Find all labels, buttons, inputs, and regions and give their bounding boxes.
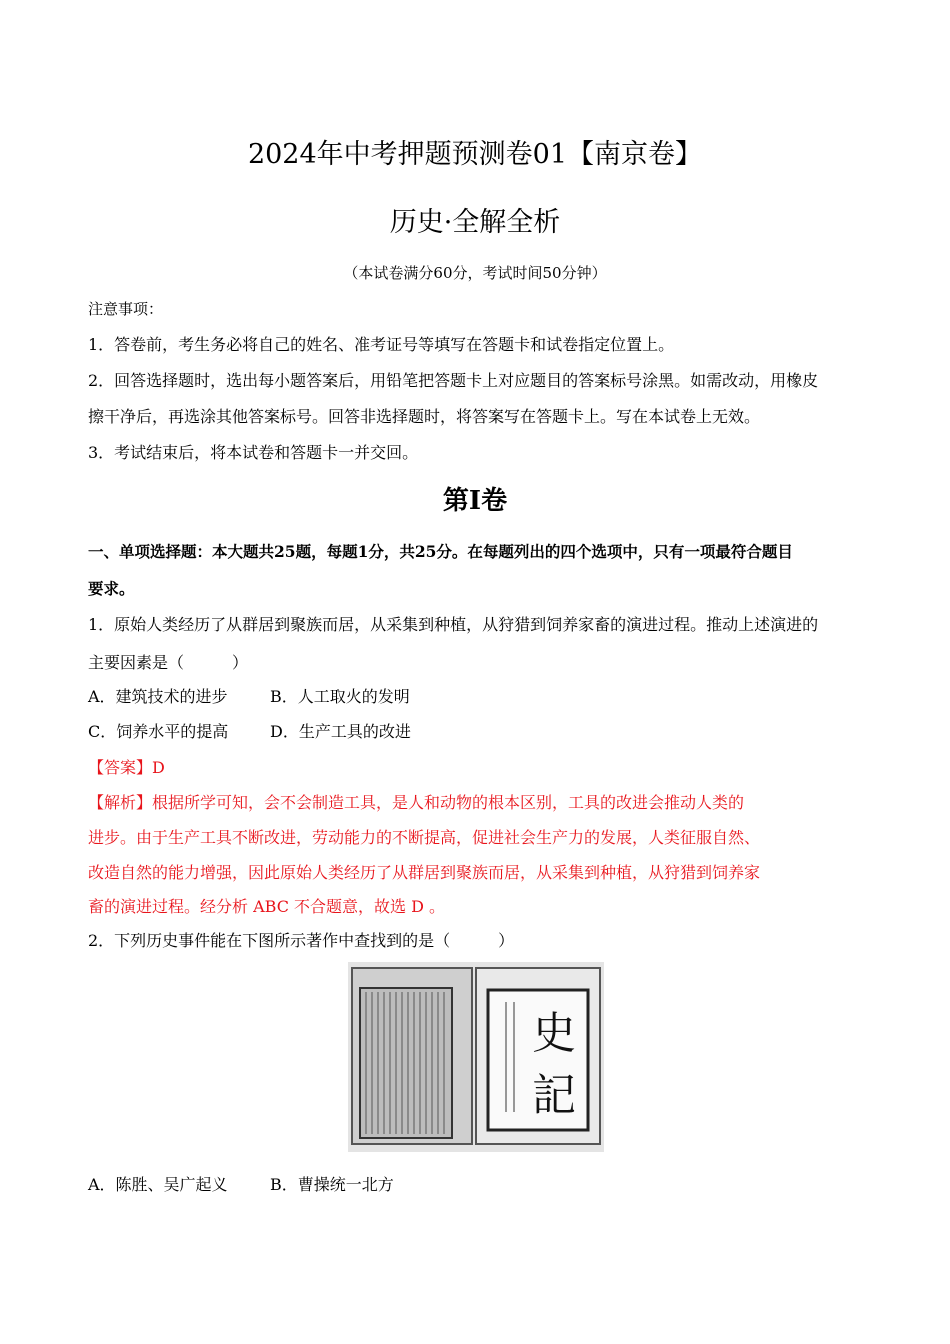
figure-char-1: 史 <box>532 1008 576 1059</box>
notice-item: 1．答卷前，考生务必将自己的姓名、准考证号等填写在答题卡和试卷指定位置上。 <box>88 335 675 354</box>
part-heading: 一、单项选择题：本大题共25题，每题1分，共25分。在每题列出的四个选项中，只有一项最符合题目 <box>88 542 793 561</box>
q1-analysis-line: 畜的演进过程。经分析 ABC 不合题意，故选 D 。 <box>88 897 446 916</box>
q1-option-b: B．人工取火的发明 <box>270 687 410 706</box>
notice-item: 2．回答选择题时，选出每小题答案后，用铅笔把答题卡上对应题目的答案标号涂黑。如需改动，用橡皮 <box>88 371 819 390</box>
document-title: 2024年中考押题预测卷01【南京卷】 <box>247 139 703 170</box>
question-1-stem: 1．原始人类经历了从群居到聚族而居，从采集到种植，从狩猎到饲养家畜的演进过程。推动上述演进的 <box>88 615 819 634</box>
q2-option-b: B．曹操统一北方 <box>270 1175 394 1194</box>
q1-option-c: C．饲养水平的提高 <box>88 722 229 741</box>
analysis-label: 【解析】 <box>88 793 153 812</box>
question-2-stem: 2．下列历史事件能在下图所示著作中查找到的是（ ） <box>88 931 515 950</box>
q2-option-a: A．陈胜、吴广起义 <box>88 1175 228 1194</box>
document-subtitle: 历史·全解全析 <box>389 207 561 238</box>
notice-item: 3．考试结束后，将本试卷和答题卡一并交回。 <box>88 443 419 462</box>
q1-analysis-line: 改造自然的能力增强，因此原始人类经历了从群居到聚族而居，从采集到种植，从狩猎到饲养家 <box>88 863 761 882</box>
analysis-text: 根据所学可知，会不会制造工具，是人和动物的根本区别，工具的改进会推动人类的 <box>152 793 745 812</box>
q1-analysis-line: 进步。由于生产工具不断改进，劳动能力的不断提高，促进社会生产力的发展，人类征服自然、 <box>88 828 761 847</box>
figure-char-2: 記 <box>532 1070 576 1121</box>
shiji-book-image <box>348 962 604 1152</box>
part-heading-continued: 要求。 <box>88 579 135 598</box>
q1-option-a: A．建筑技术的进步 <box>88 687 228 706</box>
notice-item-continued: 擦干净后，再选涂其他答案标号。回答非选择题时，将答案写在答题卡上。写在本试卷上无效。 <box>88 407 761 426</box>
q1-answer: 【答案】D <box>88 758 165 777</box>
section-title: 第Ⅰ卷 <box>442 486 508 516</box>
exam-note: （本试卷满分60分，考试时间50分钟） <box>343 264 607 282</box>
question-1-stem-continued: 主要因素是（ ） <box>88 653 249 672</box>
shiji-book-illustration <box>348 962 604 1152</box>
q1-option-d: D．生产工具的改进 <box>270 722 411 741</box>
notice-heading: 注意事项： <box>88 300 164 318</box>
q1-analysis-line <box>88 790 744 813</box>
